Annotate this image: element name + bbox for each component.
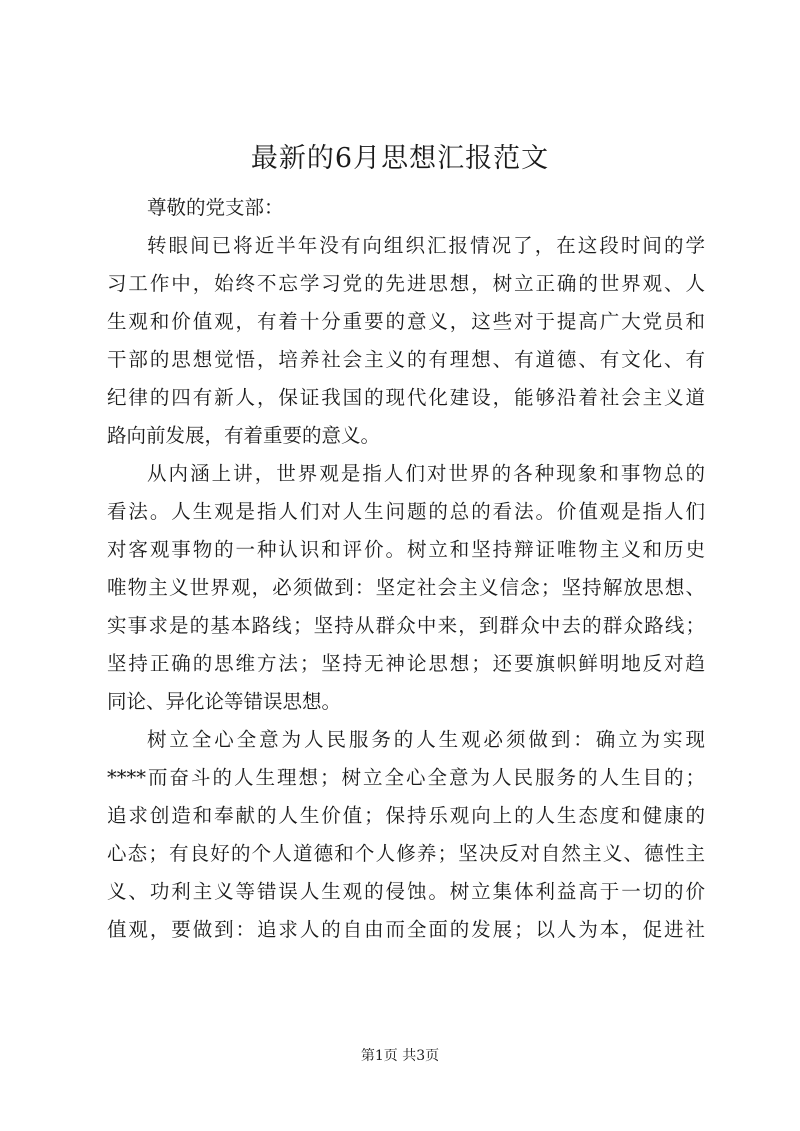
paragraph-2-line: 对客观事物的一种认识和评价。树立和坚持辩证唯物主义和历史 — [107, 538, 705, 561]
paragraph-1-line: 路向前发展，有着重要的意义。 — [107, 424, 381, 447]
paragraph-2-line: 唯物主义世界观，必须做到：坚定社会主义信念；坚持解放思想、 — [107, 576, 705, 599]
document-title: 最新的6月思想汇报范文 — [250, 143, 550, 174]
paragraph-2-line: 从内涵上讲，世界观是指人们对世界的各种现象和事物总的 — [147, 462, 705, 485]
paragraph-3-line: 心态；有良好的个人道德和个人修养；坚决反对自然主义、德性主 — [107, 842, 705, 865]
paragraph-2-line: 实事求是的基本路线；坚持从群众中来，到群众中去的群众路线； — [107, 614, 705, 637]
paragraph-2-line: 同论、异化论等错误思想。 — [107, 690, 342, 713]
paragraph-1-line: 转眼间已将近半年没有向组织汇报情况了，在这段时间的学 — [147, 234, 705, 257]
paragraph-3-line: ****而奋斗的人生理想；树立全心全意为人民服务的人生目的； — [107, 766, 705, 789]
page-footer: 第1页 共3页 — [360, 1048, 440, 1064]
salutation-line: 尊敬的党支部： — [147, 196, 284, 219]
paragraph-2-line: 看法。人生观是指人们对人生问题的总的看法。价值观是指人们 — [107, 500, 705, 523]
paragraph-3-line: 值观，要做到：追求人的自由而全面的发展；以人为本，促进社 — [107, 918, 705, 941]
paragraph-3-line: 义、功利主义等错误人生观的侵蚀。树立集体利益高于一切的价 — [107, 880, 705, 903]
paragraph-3-line: 追求创造和奉献的人生价值；保持乐观向上的人生态度和健康的 — [107, 804, 705, 827]
paragraph-3-line: 树立全心全意为人民服务的人生观必须做到：确立为实现 — [147, 728, 705, 751]
document-body — [107, 189, 705, 949]
paragraph-2-line: 坚持正确的思维方法；坚持无神论思想；还要旗帜鲜明地反对趋 — [107, 652, 705, 675]
paragraph-1-line: 干部的思想觉悟，培养社会主义的有理想、有道德、有文化、有 — [107, 348, 705, 371]
paragraph-1-line: 生观和价值观，有着十分重要的意义，这些对于提高广大党员和 — [107, 310, 705, 333]
paragraph-1-line: 习工作中，始终不忘学习党的先进思想，树立正确的世界观、人 — [107, 272, 705, 295]
paragraph-1-line: 纪律的四有新人，保证我国的现代化建设，能够沿着社会主义道 — [107, 386, 705, 409]
